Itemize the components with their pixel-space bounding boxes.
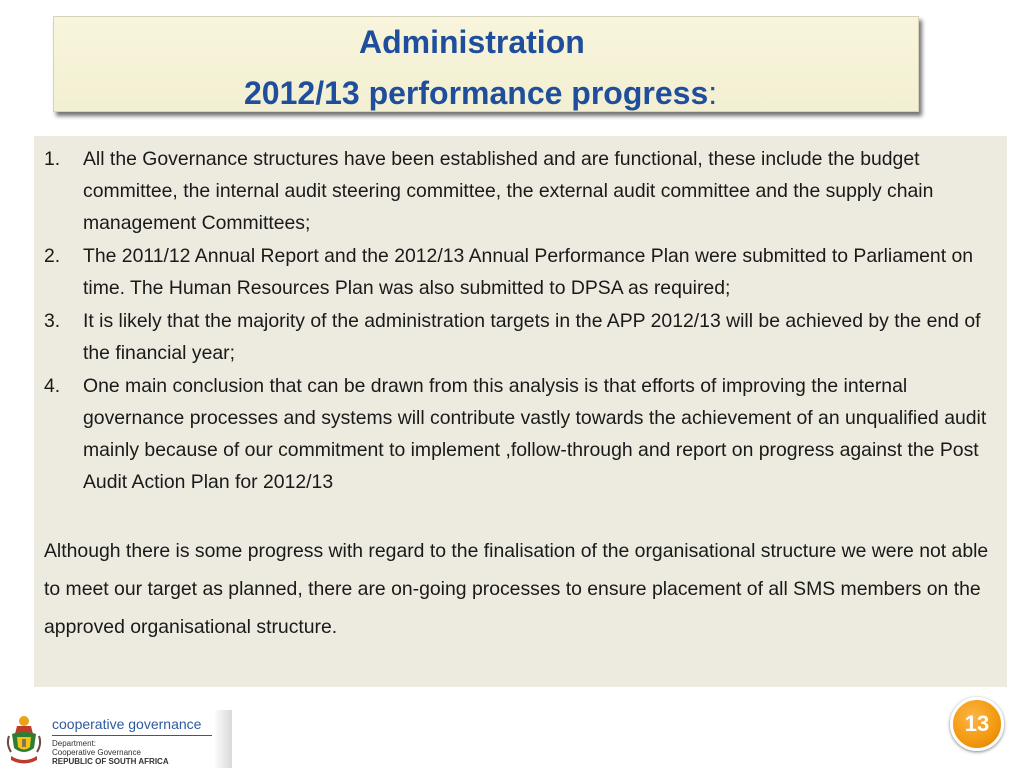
progress-list: [42, 143, 997, 499]
list-item-text: It is likely that the majority of the administration targets in the APP 2012/13 will be achieved by the end of the financial year;: [83, 310, 981, 364]
page-number-badge: 13: [950, 697, 1004, 751]
content-box: [34, 136, 1007, 687]
closing-paragraph: Although there is some progress with regard to the finalisation of the organisational structure we were not able to meet our target as planned, there are on-going processes to ensure placement of all SMS members on the approved organisational structure.: [44, 540, 989, 638]
department-name: Cooperative Governance: [52, 748, 141, 757]
slide-title-line-2: [244, 77, 717, 109]
list-item-text: One main conclusion that can be drawn from this analysis is that efforts of improving the internal governance processes and systems will contribute vastly towards the achievement of an unqualified audit mainly because of our commitment to implement ,follow-through and report on progress against the Post Audit Action Plan for 2012/13: [83, 375, 987, 493]
list-item-text: All the Governance structures have been established and are functional, these include the budget committee, the internal audit steering committee, the external audit committee and the supply chain management Committees;: [83, 148, 934, 234]
slide-title-text: 2012/13 performance progress: [244, 75, 709, 111]
logo-name: cooperative governance: [52, 716, 202, 732]
list-item: [42, 305, 997, 369]
list-item-number: 4.: [44, 375, 61, 397]
list-item-number: 2.: [44, 245, 61, 267]
list-item-text: The 2011/12 Annual Report and the 2012/13 Annual Performance Plan were submitted to Parliament on time. The Human Resources Plan was also submitted to DPSA as required;: [83, 245, 974, 299]
department-logo: [0, 710, 232, 768]
country-name: REPUBLIC OF SOUTH AFRICA: [52, 757, 169, 766]
department-label-text: Department:: [52, 739, 97, 748]
department-label: [52, 739, 169, 766]
list-item: [42, 143, 997, 239]
coat-of-arms-icon: [3, 712, 45, 766]
slide-title-line-1: Administration: [359, 24, 585, 60]
list-item-number: 1.: [44, 148, 61, 170]
slide-title-box: [53, 16, 919, 112]
logo-divider: [52, 735, 212, 736]
slide-title-colon: :: [708, 75, 718, 111]
list-item-number: 3.: [44, 310, 61, 332]
list-item: [42, 370, 997, 498]
list-item: [42, 240, 997, 304]
